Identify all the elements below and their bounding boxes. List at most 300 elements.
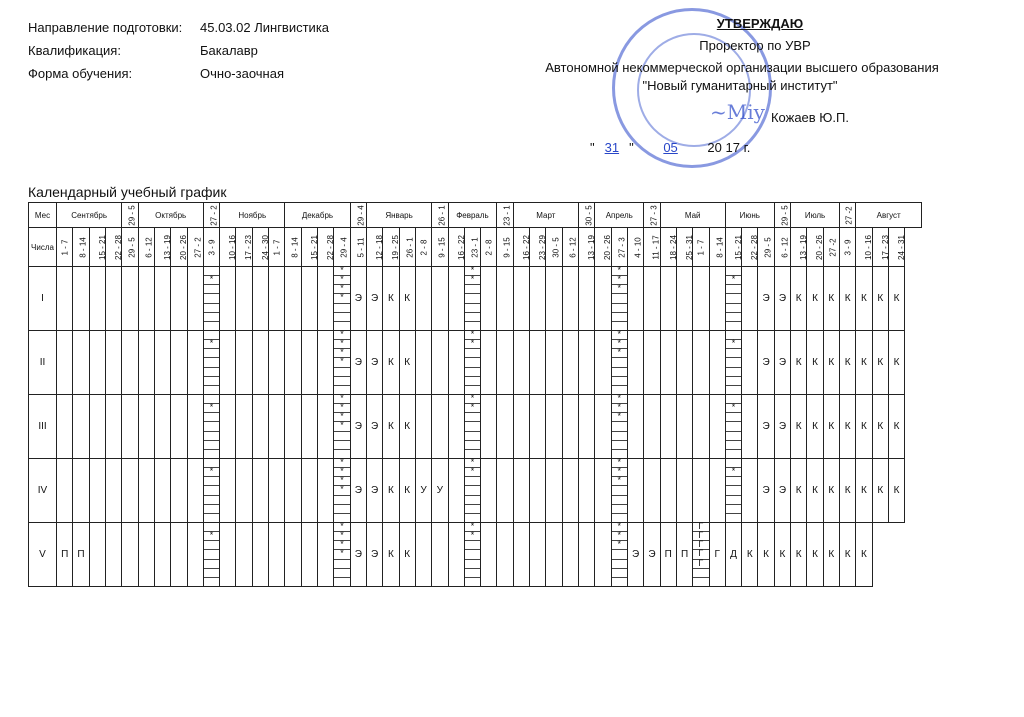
schedule-cell: К: [774, 523, 790, 587]
header-month: Октябрь: [138, 203, 203, 228]
schedule-cell: П: [73, 523, 89, 587]
schedule-cell: [269, 459, 285, 523]
schedule-cell: К: [856, 523, 872, 587]
schedule-cell: [579, 459, 595, 523]
header-week: 17 - 23: [236, 228, 252, 267]
schedule-cell: [318, 459, 334, 523]
table-row: [29, 395, 922, 459]
schedule-cell: [415, 331, 431, 395]
schedule-cell: [252, 331, 268, 395]
header-week: 11 - 17: [644, 228, 660, 267]
schedule-cell: [73, 331, 89, 395]
schedule-cell: [497, 395, 513, 459]
schedule-cell: [269, 395, 285, 459]
schedule-cell: [579, 395, 595, 459]
schedule-cell: [513, 267, 529, 331]
schedule-cell: К: [856, 267, 872, 331]
schedule-cell: * * * *: [334, 459, 350, 523]
schedule-cell: Э: [644, 523, 660, 587]
schedule-cell: Д: [725, 523, 741, 587]
schedule-cell: *: [725, 459, 741, 523]
header-transition-week: 30 - 5: [579, 203, 595, 228]
schedule-cell: К: [823, 523, 839, 587]
schedule-cell: [57, 395, 73, 459]
schedule-cell: [415, 523, 431, 587]
schedule-cell: [89, 459, 105, 523]
schedule-cell: * * *: [611, 523, 627, 587]
schedule-cell: [676, 459, 692, 523]
schedule-cell: [562, 267, 578, 331]
header-week: 12 - 18: [366, 228, 382, 267]
schedule-cell: К: [383, 523, 399, 587]
schedule-cell: *: [203, 331, 219, 395]
schedule-cell: К: [823, 267, 839, 331]
header-month: Февраль: [448, 203, 497, 228]
header-month: Апрель: [595, 203, 644, 228]
schedule-cell: К: [856, 331, 872, 395]
schedule-cell: К: [872, 395, 888, 459]
header-week: 15 - 21: [89, 228, 105, 267]
schedule-cell: [530, 523, 546, 587]
schedule-cell: * * *: [611, 459, 627, 523]
schedule-cell: К: [807, 523, 823, 587]
schedule-cell: К: [399, 267, 415, 331]
schedule-cell: [530, 395, 546, 459]
schedule-cell: [595, 267, 611, 331]
schedule-cell: Э: [366, 395, 382, 459]
header-week: 13 - 19: [791, 228, 807, 267]
schedule-cell: [301, 459, 317, 523]
header-week: 1 - 7: [693, 228, 709, 267]
schedule-cell: К: [840, 267, 856, 331]
schedule-cell: К: [399, 459, 415, 523]
schedule-cell: [546, 459, 562, 523]
schedule-cell: [154, 331, 170, 395]
header-week: 8 - 14: [709, 228, 725, 267]
course-label: V: [29, 523, 57, 587]
schedule-cell: [481, 267, 497, 331]
schedule-cell: * * * *: [334, 523, 350, 587]
schedule-cell: Э: [366, 523, 382, 587]
schedule-cell: [448, 459, 464, 523]
schedule-cell: [497, 459, 513, 523]
schedule-cell: [562, 523, 578, 587]
header-week: 29 - 5: [758, 228, 774, 267]
schedule-cell: [154, 267, 170, 331]
approval-position: Проректор по УВР: [699, 38, 811, 53]
schedule-cell: [154, 523, 170, 587]
schedule-cell: Э: [350, 331, 366, 395]
schedule-cell: Э: [758, 395, 774, 459]
schedule-cell: [105, 523, 121, 587]
schedule-cell: [693, 331, 709, 395]
header-transition-week: 29 - 5: [122, 203, 138, 228]
schedule-cell: [269, 267, 285, 331]
course-label: III: [29, 395, 57, 459]
header-week: 22 - 28: [318, 228, 334, 267]
schedule-cell: [187, 523, 203, 587]
schedule-cell: [497, 331, 513, 395]
schedule-cell: [236, 523, 252, 587]
schedule-cell: [252, 459, 268, 523]
header-week: 22 - 28: [105, 228, 121, 267]
schedule-cell: К: [856, 395, 872, 459]
field-label-qualification: Квалификация:: [28, 43, 121, 58]
schedule-cell: К: [840, 459, 856, 523]
schedule-cell: [627, 395, 643, 459]
schedule-cell: [644, 395, 660, 459]
header-week: 3 - 9: [203, 228, 219, 267]
schedule-cell: Г Г Г Г Г: [693, 523, 709, 587]
schedule-cell: [497, 523, 513, 587]
header-week: 17 - 23: [872, 228, 888, 267]
schedule-cell: [448, 267, 464, 331]
schedule-cell: [660, 395, 676, 459]
header-month: Май: [660, 203, 725, 228]
header-transition-week: 27 -2: [840, 203, 856, 228]
schedule-cell: [89, 267, 105, 331]
schedule-cell: К: [872, 331, 888, 395]
schedule-cell: К: [383, 459, 399, 523]
schedule-cell: [154, 395, 170, 459]
schedule-cell: [432, 267, 448, 331]
header-week: 27 - 3: [611, 228, 627, 267]
schedule-cell: [318, 395, 334, 459]
schedule-cell: *: [203, 395, 219, 459]
schedule-cell: [562, 395, 578, 459]
schedule-cell: [171, 523, 187, 587]
schedule-cell: К: [872, 459, 888, 523]
schedule-cell: [562, 459, 578, 523]
schedule-cell: *: [203, 267, 219, 331]
header-week: 26 - 1: [399, 228, 415, 267]
schedule-cell: Э: [774, 459, 790, 523]
schedule-cell: [562, 331, 578, 395]
schedule-cell: [73, 395, 89, 459]
schedule-cell: [579, 267, 595, 331]
schedule-cell: [252, 395, 268, 459]
schedule-cell: [432, 331, 448, 395]
schedule-cell: [122, 459, 138, 523]
header-week: 5 - 11: [350, 228, 366, 267]
header-week: 25 - 31: [676, 228, 692, 267]
field-value-direction: 45.03.02 Лингвистика: [200, 20, 330, 35]
field-value-form: Очно-заочная: [200, 66, 284, 81]
schedule-cell: [122, 523, 138, 587]
header-month: Август: [856, 203, 922, 228]
schedule-cell: [138, 395, 154, 459]
schedule-cell: [709, 459, 725, 523]
schedule-cell: [138, 331, 154, 395]
schedule-cell: Э: [366, 331, 382, 395]
schedule-cell: [432, 523, 448, 587]
approval-org-line2: "Новый гуманитарный институт": [642, 78, 838, 93]
header-week: 20 - 26: [595, 228, 611, 267]
header-week: 4 - 10: [627, 228, 643, 267]
schedule-cell: [301, 523, 317, 587]
header-week: 24 - 30: [252, 228, 268, 267]
schedule-cell: [676, 331, 692, 395]
schedule-cell: [481, 395, 497, 459]
header-week: 16 - 22: [513, 228, 529, 267]
schedule-cell: П: [660, 523, 676, 587]
schedule-cell: [742, 395, 758, 459]
schedule-cell: [627, 459, 643, 523]
schedule-cell: К: [791, 331, 807, 395]
schedule-cell: К: [823, 459, 839, 523]
header-week: 29 - 4: [334, 228, 350, 267]
schedule-cell: [676, 267, 692, 331]
header-week: 30 - 5: [546, 228, 562, 267]
schedule-cell: * * *: [611, 267, 627, 331]
schedule-cell: К: [807, 395, 823, 459]
schedule-cell: Э: [627, 523, 643, 587]
schedule-cell: [579, 331, 595, 395]
schedule-cell: [236, 331, 252, 395]
schedule-cell: [644, 331, 660, 395]
schedule-cell: [415, 267, 431, 331]
header-week: 3 - 9: [840, 228, 856, 267]
schedule-cell: [171, 331, 187, 395]
schedule-cell: [318, 267, 334, 331]
schedule-cell: * * * *: [334, 331, 350, 395]
schedule-cell: К: [807, 459, 823, 523]
schedule-cell: [138, 459, 154, 523]
schedule-cell: К: [399, 523, 415, 587]
schedule-cell: Э: [366, 267, 382, 331]
schedule-cell: К: [383, 331, 399, 395]
approval-date-year: 20 17 г.: [707, 140, 751, 155]
schedule-cell: [301, 395, 317, 459]
table-row: [29, 523, 922, 587]
header-week: 8 - 14: [285, 228, 301, 267]
schedule-cell: [742, 459, 758, 523]
schedule-cell: [285, 523, 301, 587]
schedule-cell: У: [415, 459, 431, 523]
schedule-cell: К: [840, 331, 856, 395]
schedule-cell: [301, 267, 317, 331]
schedule-cell: [171, 459, 187, 523]
schedule-cell: *: [725, 331, 741, 395]
schedule-cell: [415, 395, 431, 459]
header-week: 20 - 26: [171, 228, 187, 267]
schedule-cell: * * * *: [334, 267, 350, 331]
schedule-cell: [513, 331, 529, 395]
schedule-cell: *: [725, 267, 741, 331]
schedule-cell: К: [840, 523, 856, 587]
schedule-cell: *: [203, 459, 219, 523]
schedule-cell: *: [725, 395, 741, 459]
schedule-cell: [709, 267, 725, 331]
schedule-cell: К: [399, 395, 415, 459]
schedule-cell: [546, 523, 562, 587]
field-label-form: Форма обучения:: [28, 66, 133, 81]
schedule-cell: [301, 331, 317, 395]
schedule-cell: К: [807, 331, 823, 395]
header-transition-week: 27 - 3: [644, 203, 660, 228]
schedule-cell: [546, 267, 562, 331]
schedule-cell: [448, 331, 464, 395]
schedule-cell: [660, 331, 676, 395]
header-week: 13 - 19: [154, 228, 170, 267]
header-week: 1 - 7: [269, 228, 285, 267]
schedule-cell: [481, 459, 497, 523]
header-week: 27 -2: [823, 228, 839, 267]
schedule-cell: * *: [464, 267, 480, 331]
schedule-cell: [513, 395, 529, 459]
schedule-cell: К: [791, 395, 807, 459]
schedule-cell: *: [203, 523, 219, 587]
schedule-cell: [252, 267, 268, 331]
schedule-cell: [57, 331, 73, 395]
header-week: 6 - 12: [774, 228, 790, 267]
schedule-cell: [236, 267, 252, 331]
table-row: [29, 331, 922, 395]
schedule-cell: [627, 267, 643, 331]
schedule-cell: [513, 459, 529, 523]
schedule-cell: [285, 267, 301, 331]
header-week: 18 - 24: [660, 228, 676, 267]
header-week: 19 - 25: [383, 228, 399, 267]
schedule-cell: [742, 331, 758, 395]
schedule-cell: Э: [350, 267, 366, 331]
header-week: 6 - 12: [138, 228, 154, 267]
header-month: Ноябрь: [220, 203, 285, 228]
header-month: Январь: [366, 203, 431, 228]
schedule-cell: [57, 459, 73, 523]
schedule-cell: Э: [366, 459, 382, 523]
schedule-cell: Э: [350, 459, 366, 523]
schedule-cell: [252, 523, 268, 587]
schedule-cell: [481, 523, 497, 587]
schedule-cell: К: [888, 395, 904, 459]
approval-date: " 31 " 05 20 17 г.: [590, 140, 751, 155]
schedule-cell: [138, 267, 154, 331]
schedule-cell: [627, 331, 643, 395]
schedule-cell: К: [888, 331, 904, 395]
header-week: 8 - 14: [73, 228, 89, 267]
schedule-cell: [742, 267, 758, 331]
schedule-cell: Э: [350, 523, 366, 587]
schedule-cell: [138, 523, 154, 587]
schedule-cell: К: [807, 267, 823, 331]
schedule-cell: [318, 523, 334, 587]
table-row: [29, 459, 922, 523]
schedule-cell: [220, 395, 236, 459]
schedule-cell: Э: [350, 395, 366, 459]
schedule-cell: Э: [758, 331, 774, 395]
schedule-cell: [318, 331, 334, 395]
header-week: 22 - 28: [742, 228, 758, 267]
schedule-cell: [676, 395, 692, 459]
schedule-cell: [122, 267, 138, 331]
header-transition-week: 29 - 5: [774, 203, 790, 228]
header-week: 6 - 12: [562, 228, 578, 267]
schedule-cell: [497, 267, 513, 331]
schedule-cell: [269, 331, 285, 395]
header-week: 2 - 8: [415, 228, 431, 267]
schedule-cell: Э: [758, 267, 774, 331]
schedule-cell: [595, 523, 611, 587]
schedule-cell: [171, 395, 187, 459]
header-week: 20 - 26: [807, 228, 823, 267]
header-week: 9 - 15: [497, 228, 513, 267]
header-mes: Мес: [29, 203, 57, 228]
schedule-cell: [660, 459, 676, 523]
schedule-cell: [73, 459, 89, 523]
schedule-cell: [105, 459, 121, 523]
schedule-cell: [513, 523, 529, 587]
schedule-cell: К: [840, 395, 856, 459]
schedule-cell: [285, 395, 301, 459]
schedule-cell: [709, 395, 725, 459]
schedule-cell: К: [888, 267, 904, 331]
schedule-cell: К: [856, 459, 872, 523]
schedule-cell: [448, 523, 464, 587]
schedule-cell: К: [399, 331, 415, 395]
course-label: I: [29, 267, 57, 331]
header-week: 15 - 21: [725, 228, 741, 267]
schedule-cell: [122, 395, 138, 459]
schedule-cell: * * *: [611, 395, 627, 459]
schedule-cell: [285, 331, 301, 395]
schedule-cell: [285, 459, 301, 523]
schedule-cell: [644, 459, 660, 523]
schedule-cell: [579, 523, 595, 587]
schedule-cell: [220, 267, 236, 331]
schedule-cell: * *: [464, 395, 480, 459]
header-month: Июль: [791, 203, 840, 228]
schedule-cell: [187, 331, 203, 395]
schedule-cell: [481, 331, 497, 395]
schedule-cell: [693, 395, 709, 459]
schedule-cell: К: [791, 459, 807, 523]
header-week: 29 - 5: [122, 228, 138, 267]
header-week: 9 - 15: [432, 228, 448, 267]
course-label: II: [29, 331, 57, 395]
schedule-cell: [57, 267, 73, 331]
header-week: 1 - 7: [57, 228, 73, 267]
schedule-cell: [595, 331, 611, 395]
header-week: 23 - 29: [530, 228, 546, 267]
page-title: Календарный учебный график: [28, 184, 227, 200]
header-week: 15 - 21: [301, 228, 317, 267]
header-transition-week: 26 - 1: [432, 203, 448, 228]
schedule-cell: К: [742, 523, 758, 587]
schedule-cell: [171, 267, 187, 331]
schedule-cell: К: [823, 331, 839, 395]
schedule-cell: [89, 523, 105, 587]
header-week: 16 - 22: [448, 228, 464, 267]
schedule-cell: [89, 395, 105, 459]
schedule-cell: [122, 331, 138, 395]
schedule-cell: [530, 331, 546, 395]
header-week: 2 - 8: [481, 228, 497, 267]
schedule-cell: К: [823, 395, 839, 459]
schedule-cell: К: [872, 267, 888, 331]
schedule-cell: [595, 395, 611, 459]
schedule-cell: [546, 395, 562, 459]
schedule-cell: [660, 267, 676, 331]
schedule-cell: * *: [464, 523, 480, 587]
schedule-cell: [709, 331, 725, 395]
schedule-cell: П: [57, 523, 73, 587]
header-transition-week: 27 - 2: [203, 203, 219, 228]
header-week: 10 - 16: [220, 228, 236, 267]
header-transition-week: 23 - 1: [497, 203, 513, 228]
schedule-cell: [432, 395, 448, 459]
schedule-cell: Г: [709, 523, 725, 587]
